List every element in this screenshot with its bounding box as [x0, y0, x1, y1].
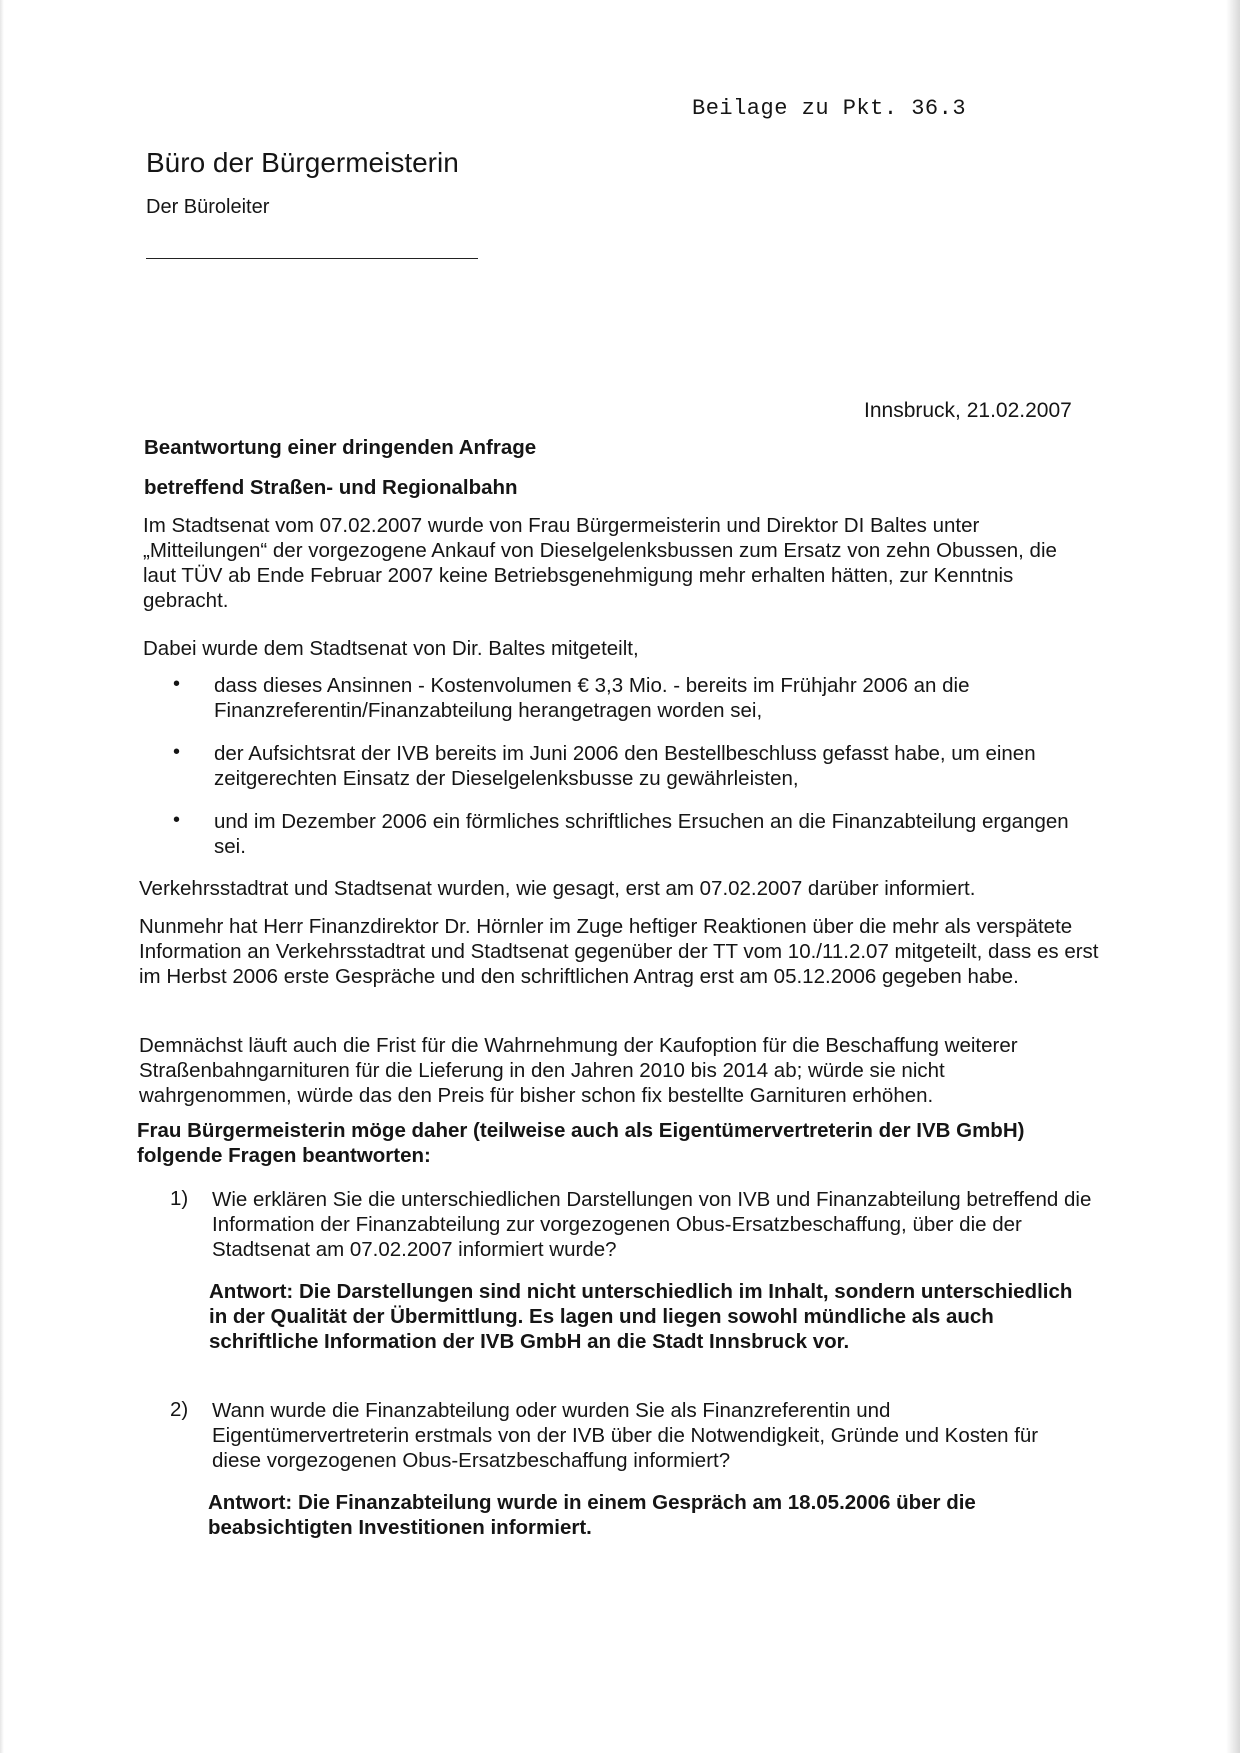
bullet-item-3: und im Dezember 2006 ein förmliches schriftliches Ersuchen an die Finanzabteilung ergangen sei. [214, 810, 1069, 858]
scan-edge-left [0, 0, 4, 1753]
attachment-reference: Beilage zu Pkt. 36.3 [692, 96, 967, 121]
bullet-item-2: der Aufsichtsrat der IVB bereits im Juni 2006 den Bestellbeschluss gefasst habe, um einen zeitgerechten Einsatz der Dieselgelenksbusse zu gewährleisten, [214, 742, 1036, 790]
question-1: Wie erklären Sie die unterschiedlichen Darstellungen von IVB und Finanzabteilung betreffend die Information der Finanzabteilung zur vorgezogenen Obus-Ersatzbeschaffung, über die der Stadtsenat am 07.02.2007 informiert wurde? [212, 1188, 1092, 1261]
office-subtitle: Der Büroleiter [146, 196, 270, 218]
question-2: Wann wurde die Finanzabteilung oder wurden Sie als Finanzreferentin und Eigentümervertreterin erstmals von der IVB über die Notwendigkeit, Gründe und Kosten für diese vorgezogenen Obus-Ersatzbeschaffung informiert? [212, 1399, 1039, 1472]
paragraph-questions-intro: Frau Bürgermeisterin möge daher (teilweise auch als Eigentümervertreterin der IVB GmbH) folgende Fragen beantworten: [137, 1119, 1025, 1167]
paragraph-intro: Im Stadtsenat vom 07.02.2007 wurde von Frau Bürgermeisterin und Direktor DI Baltes unter „Mitteilungen“ der vorgezogene Ankauf von Dieselgelenksbussen zum Ersatz von zehn Obussen, die laut TÜV ab Ende Februar 2007 keine Betriebsgenehmigung mehr erhalten hätten, zur Kenntnis gebracht. [143, 514, 1057, 612]
question-number-2: 2) [170, 1398, 189, 1421]
paragraph-purchase-option: Demnächst läuft auch die Frist für die Wahrnehmung der Kaufoption für die Beschaffung weiterer Straßenbahngarnituren für die Lieferung in den Jahren 2010 bis 2014 ab; würde sie nicht wahrgenommen, würde das den Preis für bisher schon fix bestellte Garnituren erhöhen. [139, 1034, 1018, 1107]
office-title: Büro der Bürgermeisterin [146, 147, 459, 178]
answer-2: Antwort: Die Finanzabteilung wurde in einem Gespräch am 18.05.2006 über die beabsichtigten Investitionen informiert. [208, 1491, 976, 1539]
signature-line [146, 258, 478, 259]
answer-1: Antwort: Die Darstellungen sind nicht unterschiedlich im Inhalt, sondern unterschiedlich in der Qualität der Übermittlung. Es lagen und liegen sowohl mündliche als auch schriftliche Information der IVB GmbH an die Stadt Innsbruck vor. [209, 1280, 1073, 1353]
bullet-marker: • [173, 741, 181, 763]
question-number-1: 1) [170, 1187, 189, 1210]
bullet-marker: • [173, 673, 181, 695]
paragraph-communication: Dabei wurde dem Stadtsenat von Dir. Baltes mitgeteilt, [143, 637, 639, 660]
scan-edge-right [1226, 0, 1240, 1753]
subject-line-1: Beantwortung einer dringenden Anfrage [144, 436, 537, 459]
paragraph-informed: Verkehrsstadtrat und Stadtsenat wurden, wie gesagt, erst am 07.02.2007 darüber informiert. [139, 877, 976, 900]
bullet-marker: • [173, 809, 181, 831]
subject-line-2: betreffend Straßen- und Regionalbahn [144, 476, 518, 499]
date-line: Innsbruck, 21.02.2007 [864, 399, 1072, 422]
bullet-item-1: dass dieses Ansinnen - Kostenvolumen € 3,3 Mio. - bereits im Frühjahr 2006 an die Finanzreferentin/Finanzabteilung herangetragen worden sei, [214, 674, 970, 722]
paragraph-hoernler: Nunmehr hat Herr Finanzdirektor Dr. Hörnler im Zuge heftiger Reaktionen über die mehr als verspätete Information an Verkehrsstadtrat und Stadtsenat gegenüber der TT vom 10./11.2.07 mitgeteilt, dass es erst im Herbst 2006 erste Gespräche und den schriftlichen Antrag erst am 05.12.2006 gegeben habe. [139, 915, 1099, 988]
